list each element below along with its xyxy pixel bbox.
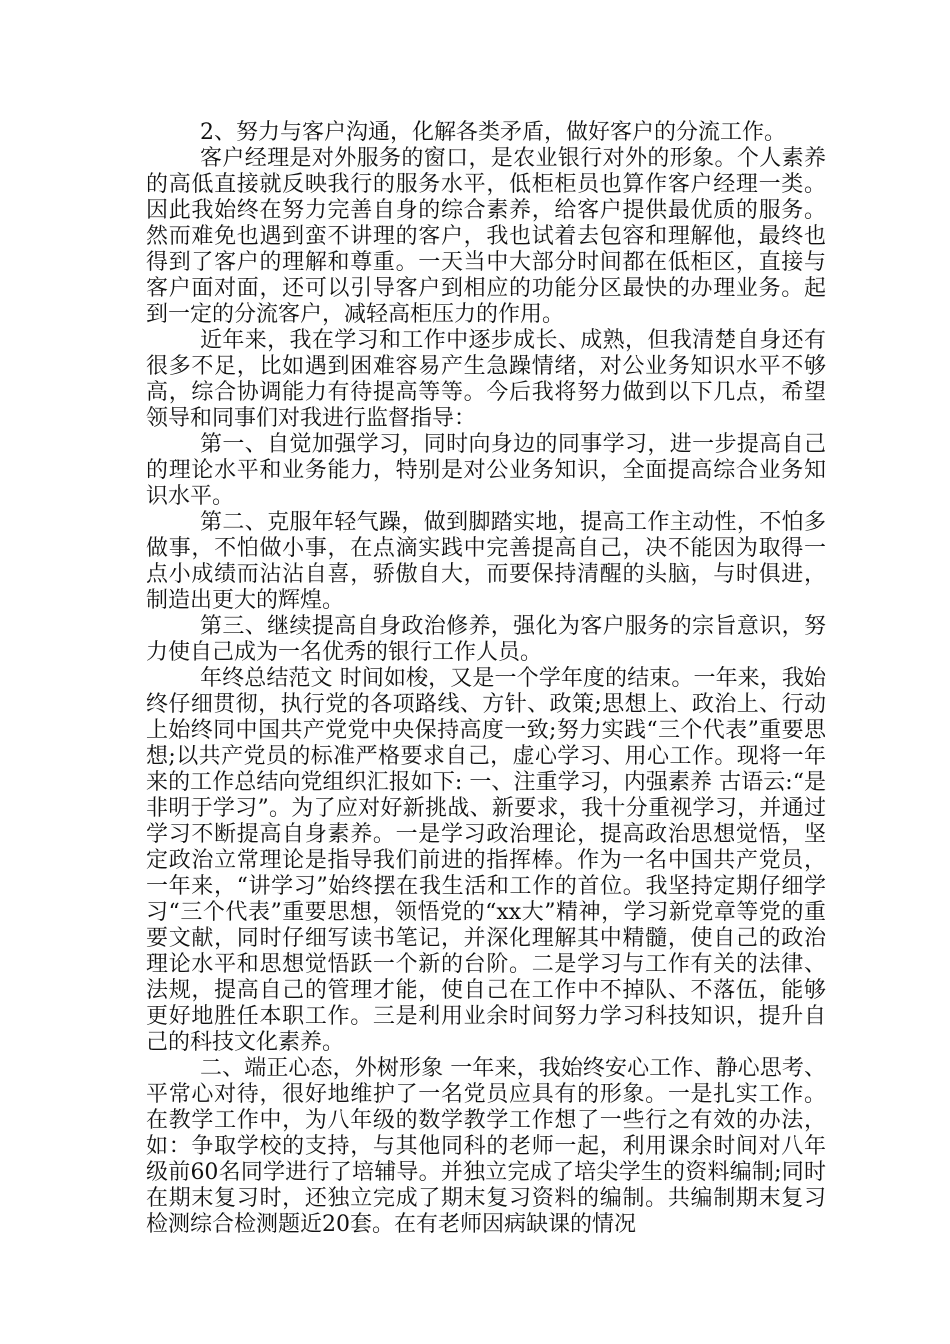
paragraph-customer-manager: 客户经理是对外服务的窗口，是农业银行对外的形象。个人素养的高低直接就反映我行的服务水平，低柜柜员也算作客户经理一类。因此我始终在努力完善自身的综合素养，给客户提供最优质的服务。然而难免也遇到蛮不讲理的客户，我也试着去包容和理解他，最终也得到了客户的理解和尊重。一天当中大部分时间都在低柜区，直接与客户面对面，还可以引导客户到相应的功能分区最快的办理业务。起到一定的分流客户，减轻高柜压力的作用。: [146, 146, 826, 327]
document-page: [146, 120, 826, 1238]
paragraph-first: 第一、自觉加强学习，同时向身边的同事学习，进一步提高自己的理论水平和业务能力，特别是对公业务知识，全面提高综合业务知识水平。: [146, 432, 826, 509]
paragraph-second: 第二、克服年轻气躁，做到脚踏实地，提高工作主动性，不怕多做事，不怕做小事，在点滴实践中完善提高自己，决不能因为取得一点小成绩而沾沾自喜，骄傲自大，而要保持清醒的头脑，与时俱进，制造出更大的辉煌。: [146, 510, 826, 613]
paragraph-recent-years: 近年来，我在学习和工作中逐步成长、成熟，但我清楚自身还有很多不足，比如遇到困难容易产生急躁情绪，对公业务知识水平不够高，综合协调能力有待提高等等。今后我将努力做到以下几点，希望领导和同事们对我进行监督指导：: [146, 328, 826, 431]
paragraph-year-end-summary: 年终总结范文 时间如梭，又是一个学年度的结束。一年来，我始终仔细贯彻，执行党的各项路线、方针、政策;思想上、政治上、行动上始终同中国共产党党中央保持高度一致;努力实践“三个代表”重要思想;以共产党员的标准严格要求自己，虚心学习、用心工作。现将一年来的工作总结向党组织汇报如下: 一、注重学习，内强素养 古语云:“是非明于学习”。为了应对好新挑战、新要求，我十分重视学习，并通过学习不断提高自身素养。一是学习政治理论，提高政治思想觉悟，坚定政治立常理论是指导我们前进的指挥棒。作为一名中国共产党员，一年来，“讲学习”始终摆在我生活和工作的首位。我坚持定期仔细学习“三个代表”重要思想，领悟党的“xx大”精神，学习新党章等党的重要文献，同时仔细写读书笔记，并深化理解其中精髓，使自己的政治理论水平和思想觉悟跃一个新的台阶。二是学习与工作有关的法律、法规，提高自己的管理才能，使自己在工作中不掉队、不落伍，能够更好地胜任本职工作。三是利用业余时间努力学习科技知识，提升自己的科技文化素养。: [146, 666, 826, 1055]
paragraph-heading-2: 2、努力与客户沟通，化解各类矛盾，做好客户的分流工作。: [200, 120, 786, 145]
paragraph-attitude: 二、端正心态，外树形象 一年来，我始终安心工作、静心思考、平常心对待，很好地维护了一名党员应具有的形象。一是扎实工作。在教学工作中，为八年级的数学教学工作想了一些行之有效的办法，如：争取学校的支持，与其他同科的老师一起，利用课余时间对八年级前60名同学进行了培辅导。并独立完成了培尖学生的资料编制;同时在期末复习时，还独立完成了期末复习资料的编制。共编制期末复习检测综合检测题近20套。在有老师因病缺课的情况: [146, 1056, 826, 1237]
paragraph-third: 第三、继续提高自身政治修养，强化为客户服务的宗旨意识，努力使自己成为一名优秀的银行工作人员。: [146, 614, 826, 665]
